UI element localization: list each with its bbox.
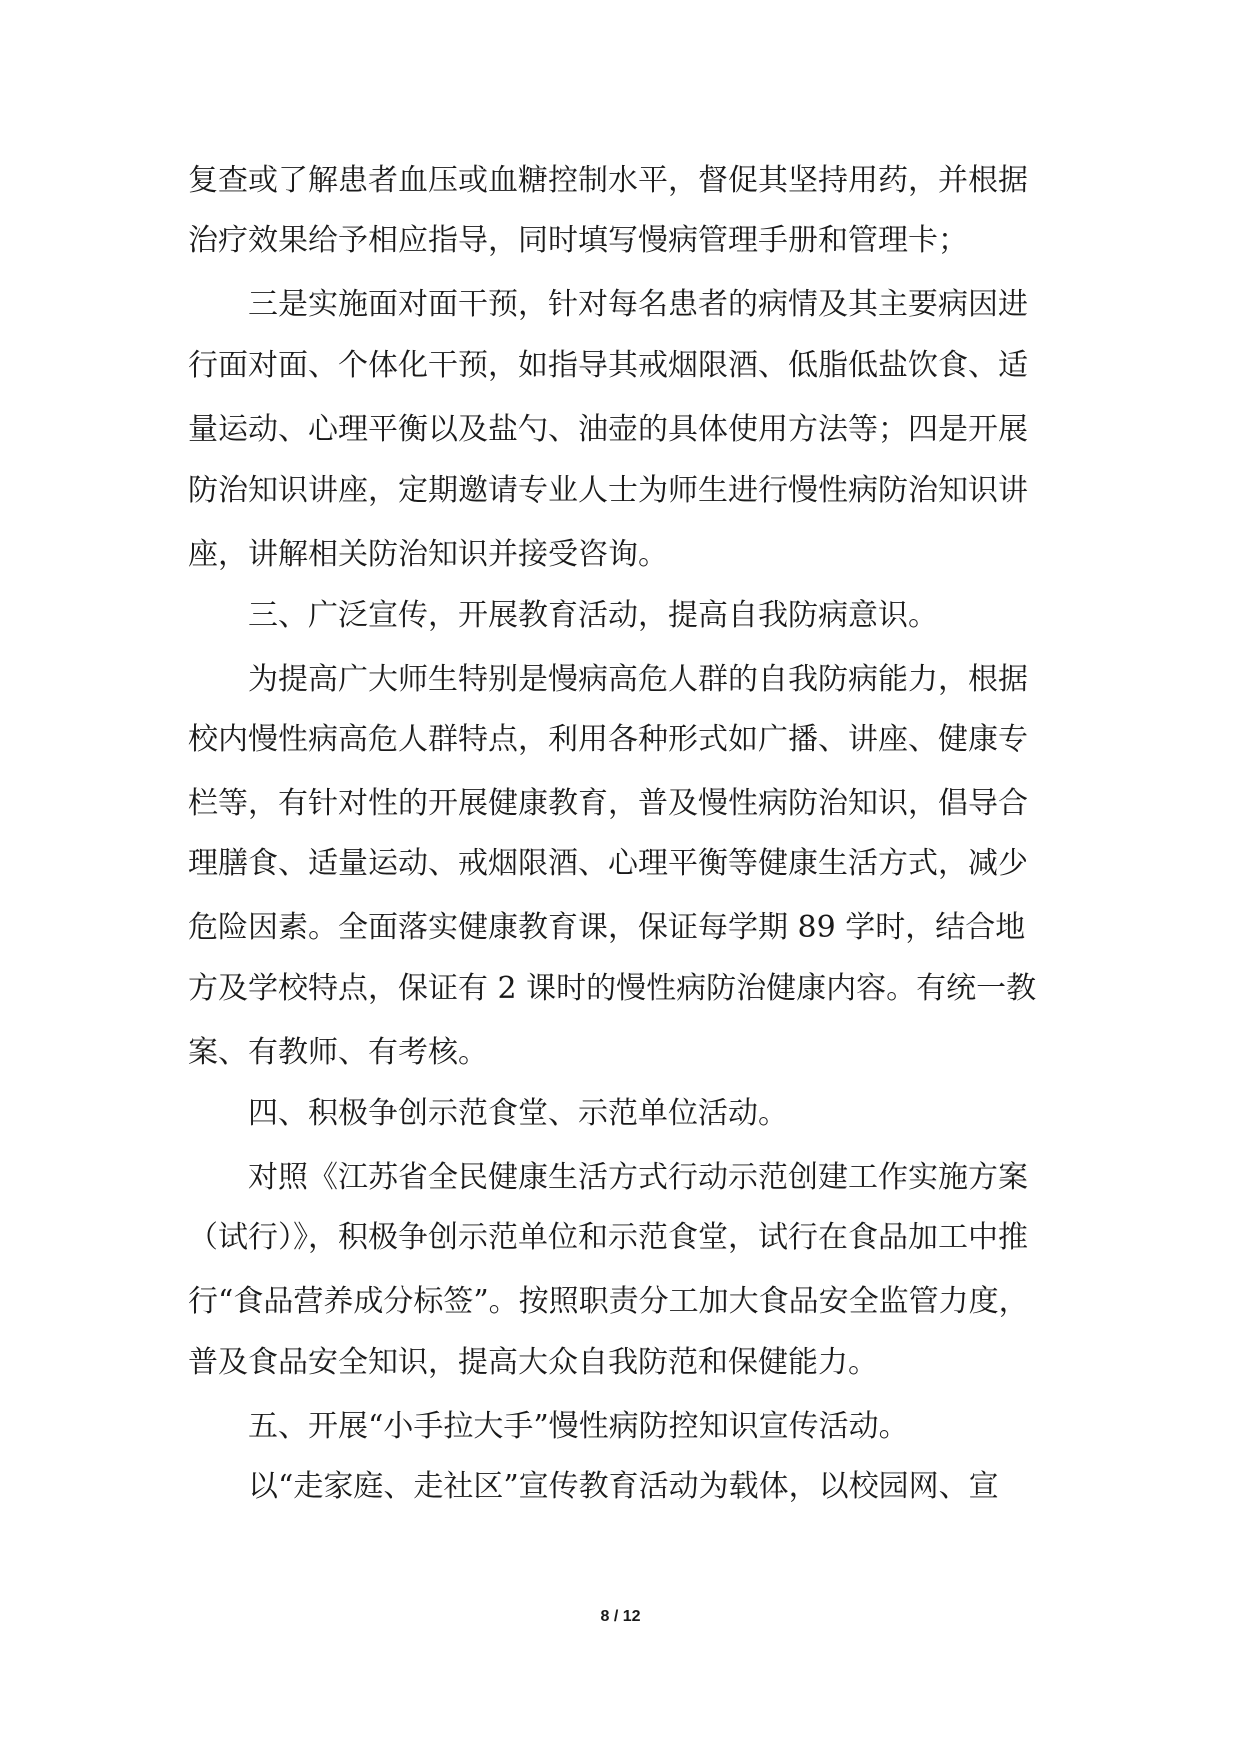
text-line: 以“走家庭、走社区”宣传教育活动为载体，以校园网、宣 [188, 1469, 999, 1504]
text-line: 校内慢性病高危人群特点，利用各种形式如广播、讲座、健康专 [188, 722, 1028, 757]
text-line: 量运动、心理平衡以及盐勺、油壶的具体使用方法等；四是开展 [188, 412, 1028, 447]
text-line: 方及学校特点，保证有 2 课时的慢性病防治健康内容。有统一教 [188, 971, 1037, 1006]
page-number: 8 / 12 [600, 1608, 641, 1625]
text-line: 对照《江苏省全民健康生活方式行动示范创建工作实施方案 [188, 1160, 1028, 1195]
text-line: 案、有教师、有考核。 [188, 1035, 488, 1070]
text-line: 为提高广大师生特别是慢病高危人群的自我防病能力，根据 [188, 662, 1028, 697]
text-line: 防治知识讲座，定期邀请专业人士为师生进行慢性病防治知识讲 [188, 473, 1028, 508]
text-line: 普及食品安全知识，提高大众自我防范和保健能力。 [188, 1345, 878, 1380]
text-line: 危险因素。全面落实健康教育课，保证每学期 89 学时，结合地 [188, 910, 1026, 945]
text-line: 行“食品营养成分标签”。按照职责分工加大食品安全监管力度， [188, 1284, 1029, 1319]
text-line: 治疗效果给予相应指导，同时填写慢病管理手册和管理卡； [188, 223, 968, 258]
text-line: 三是实施面对面干预，针对每名患者的病情及其主要病因进 [188, 287, 1028, 322]
section-heading: 四、积极争创示范食堂、示范单位活动。 [188, 1096, 788, 1131]
section-heading: 三、广泛宣传，开展教育活动，提高自我防病意识。 [188, 598, 938, 633]
text-line: 行面对面、个体化干预，如指导其戒烟限酒、低脂低盐饮食、适 [188, 348, 1028, 383]
text-line: 理膳食、适量运动、戒烟限酒、心理平衡等健康生活方式，减少 [188, 846, 1028, 881]
text-line: 座，讲解相关防治知识并接受咨询。 [188, 537, 668, 572]
text-line: 复查或了解患者血压或血糖控制水平，督促其坚持用药，并根据 [188, 163, 1028, 198]
text-line: （试行）》，积极争创示范单位和示范食堂，试行在食品加工中推 [188, 1220, 1028, 1255]
text-line: 栏等，有针对性的开展健康教育，普及慢性病防治知识，倡导合 [188, 786, 1028, 821]
section-heading: 五、开展“小手拉大手”慢性病防控知识宣传活动。 [188, 1409, 909, 1444]
